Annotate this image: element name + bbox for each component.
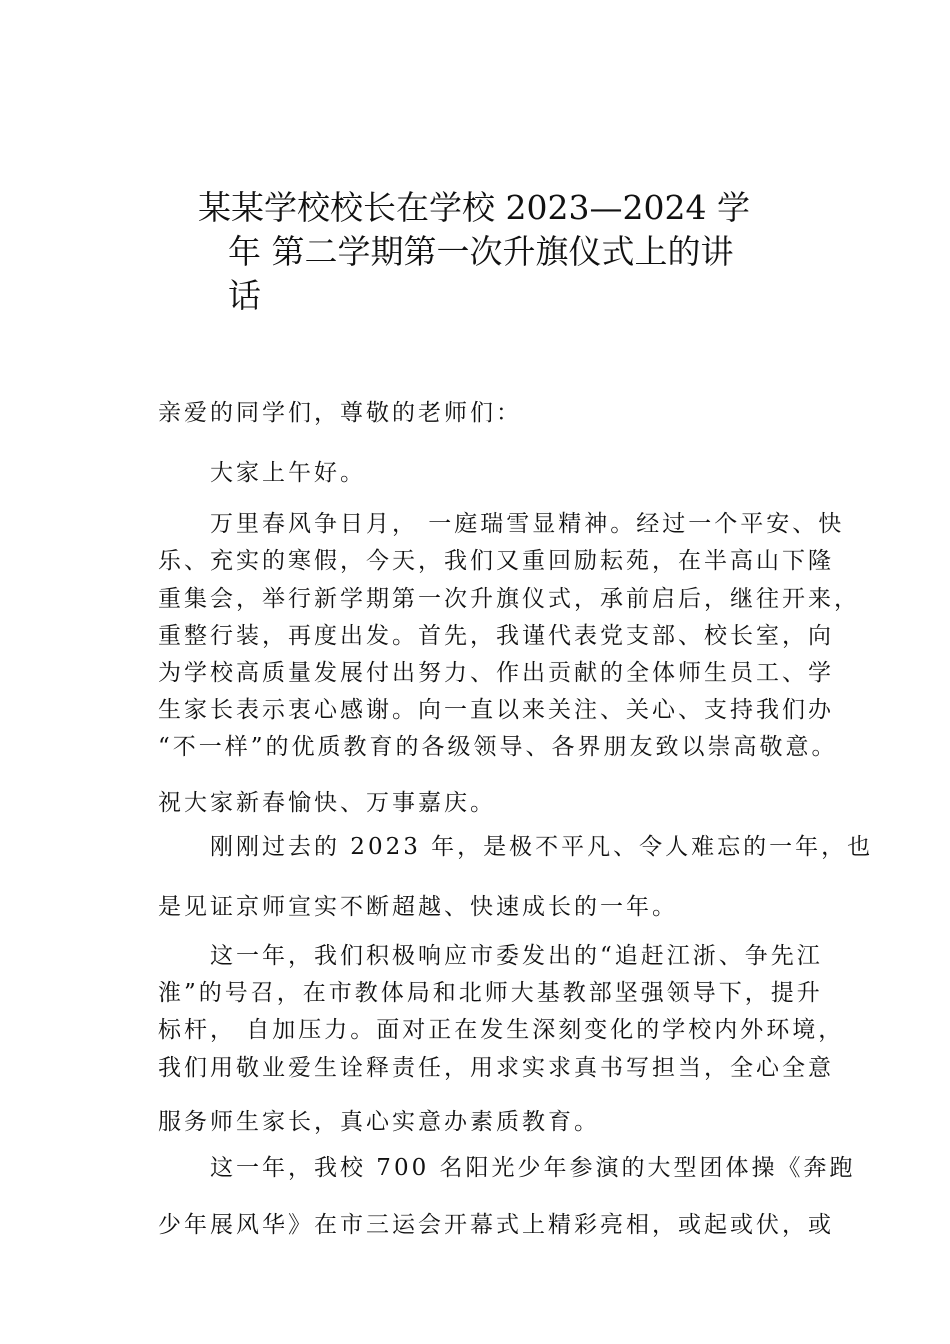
title-line-2: 年 第二学期第一次升旗仪式上的讲	[228, 232, 734, 271]
body-line: 淮”的号召，在市教体局和北师大基教部坚强领导下，提升	[158, 980, 823, 1006]
body-line: 这一年，我校 700 名阳光少年参演的大型团体操《奔跑	[210, 1155, 856, 1181]
body-line: 为学校高质量发展付出努力、作出贡献的全体师生员工、学	[158, 660, 834, 686]
title-line-3: 话	[228, 276, 261, 315]
document-title	[198, 186, 778, 318]
body-line: 是见证京师宣实不断超越、快速成长的一年。	[158, 894, 678, 920]
salutation: 亲爱的同学们，尊敬的老师们：	[158, 400, 522, 426]
body-line: 服务师生家长，真心实意办素质教育。	[158, 1109, 600, 1135]
body-line: 生家长表示衷心感谢。向一直以来关注、关心、支持我们办	[158, 697, 834, 723]
body-line: 刚刚过去的 2023 年，是极不平凡、令人难忘的一年，也	[210, 834, 874, 860]
body-line: 重整行装，再度出发。首先，我谨代表党支部、校长室，向	[158, 623, 834, 649]
body-line: 这一年，我们积极响应市委发出的“追赶江浙、争先江	[210, 943, 823, 969]
body-line: 万里春风争日月， 一庭瑞雪显精神。经过一个平安、快	[210, 511, 845, 537]
body-line: 乐、充实的寒假，今天，我们又重回励耘苑，在半高山下隆	[158, 548, 834, 574]
body-line: 重集会，举行新学期第一次升旗仪式，承前启后，继往开来，	[158, 586, 860, 612]
body-line: 少年展风华》在市三运会开幕式上精彩亮相，或起或伏，或	[158, 1212, 834, 1238]
title-line-1: 某某学校校长在学校 2023—2024 学	[198, 188, 750, 227]
greeting: 大家上午好。	[210, 460, 366, 486]
body-line: 我们用敬业爱生诠释责任，用求实求真书写担当，全心全意	[158, 1055, 834, 1081]
body-line: 祝大家新春愉快、万事嘉庆。	[158, 790, 496, 816]
body-line: “不一样”的优质教育的各级领导、各界朋友致以崇高敬意。	[158, 734, 838, 760]
body-line: 标杆， 自加压力。面对正在发生深刻变化的学校内外环境，	[158, 1017, 845, 1043]
